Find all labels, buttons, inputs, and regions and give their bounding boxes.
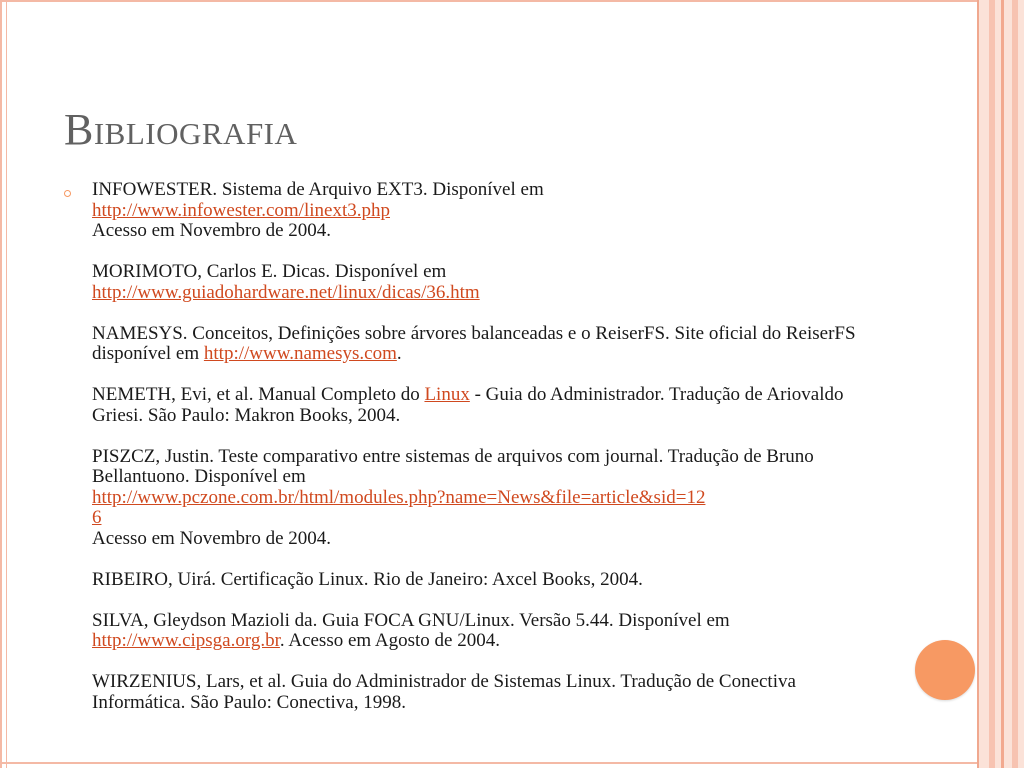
reference-item <box>92 447 882 550</box>
reference-link[interactable]: http://www.pczone.com.br/html/modules.php?name=News&file=article&sid=12 <box>92 486 706 508</box>
reference-text: WIRZENIUS, Lars, et al. Guia do Administrador de Sistemas Linux. Tradução de Conectiva Informática. São Paulo: Conectiva, 1998. <box>92 671 796 713</box>
reference-item <box>92 385 882 426</box>
reference-link[interactable]: http://www.guiadohardware.net/linux/dicas/36.htm <box>92 281 480 303</box>
frame-right-stripe <box>1001 0 1004 768</box>
frame-right-stripe <box>989 0 995 768</box>
reference-link[interactable]: http://www.infowester.com/linext3.php <box>92 199 390 221</box>
reference-item <box>92 180 882 242</box>
reference-item <box>92 262 882 303</box>
reference-text: RIBEIRO, Uirá. Certificação Linux. Rio de Janeiro: Axcel Books, 2004. <box>92 568 643 590</box>
reference-item <box>92 611 882 652</box>
bullet-icon <box>64 190 71 197</box>
reference-text-end: - Guia do Administrador. Tradução de Ariovaldo Griesi. São Paulo: Makron Books, 2004. <box>92 384 844 426</box>
reference-text: SILVA, Gleydson Mazioli da. Guia FOCA GNU/Linux. Versão 5.44. Disponível em <box>92 609 730 631</box>
reference-link[interactable]: Linux <box>424 384 470 405</box>
frame-right-stripe <box>977 0 979 768</box>
frame-top-line <box>0 0 1024 2</box>
reference-text: INFOWESTER. Sistema de Arquivo EXT3. Disponível em <box>92 179 544 200</box>
reference-item <box>92 672 882 713</box>
reference-link-continued[interactable]: 6 <box>92 507 102 528</box>
frame-left-inner-line <box>6 0 7 768</box>
reference-item <box>92 570 882 591</box>
frame-left-line <box>0 0 2 768</box>
reference-text-end: . Acesso em Agosto de 2004. <box>279 630 500 651</box>
bibliography-list <box>92 180 882 734</box>
frame-bottom-line <box>0 762 1024 764</box>
reference-item <box>92 324 882 365</box>
slide-title: Bibliografia <box>64 105 298 154</box>
reference-text: PISZCZ, Justin. Teste comparativo entre sistemas de arquivos com journal. Tradução de Bruno Bellantuono. Disponível em <box>92 445 814 487</box>
frame-right-stripe <box>1012 0 1018 768</box>
reference-text: NAMESYS. Conceitos, Definições sobre árvores balanceadas e o ReiserFS. Site oficial do ReiserFS disponível em <box>92 322 856 364</box>
reference-link[interactable]: http://www.namesys.com <box>203 343 397 364</box>
reference-text: MORIMOTO, Carlos E. Dicas. Disponível em <box>92 261 447 282</box>
reference-link[interactable]: http://www.cipsga.org.br <box>92 630 280 651</box>
reference-text-end: . <box>396 343 402 364</box>
reference-access-date: Acesso em Novembro de 2004. <box>92 220 332 241</box>
reference-access-date: Acesso em Novembro de 2004. <box>92 527 332 549</box>
reference-text: NEMETH, Evi, et al. Manual Completo do <box>92 384 425 405</box>
decorative-circle <box>915 640 975 700</box>
